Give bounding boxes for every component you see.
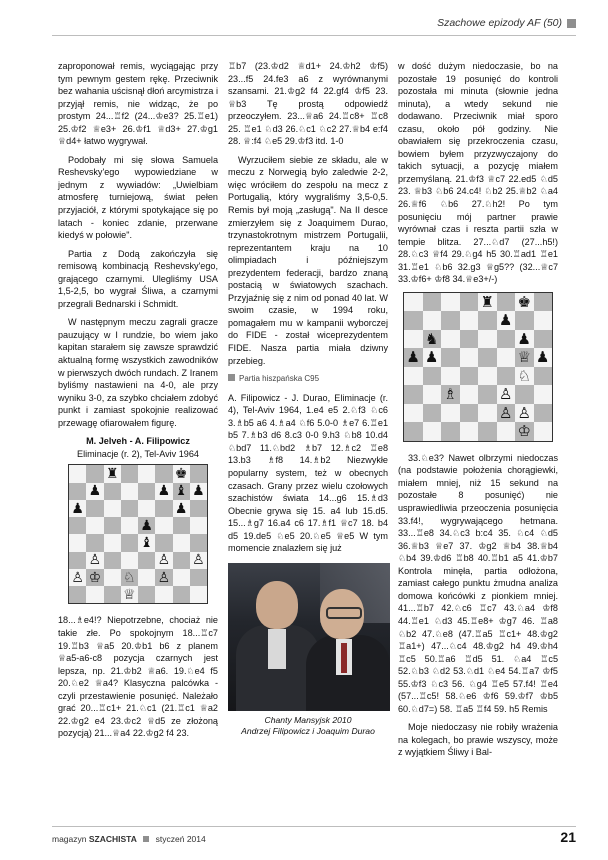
board-square [104, 517, 121, 534]
board-square [497, 348, 516, 367]
paragraph: ♖b7 (23.♔d2 ♕d1+ 24.♔h2 ♔f5) 23...f5 24.fe3 a6 z wyrównanymi szansami. 21.♔g2 f4 22.gf4 ♔f5 23. ♕b3 Tę prostą odpowiedź przeoczyłem. 23...♕a6 24.♖c8+ ♖c8 25. ♖e1 ♘d3 26.♘c1 ♘c2 27.♕b4 e:f4 28. ♕:f4 ♘e5 29.♔f3 itd. 1-0 [228, 61, 388, 147]
issue-date: styczeń 2014 [155, 834, 206, 844]
board-square [478, 404, 497, 423]
board-square: ♙ [515, 404, 534, 423]
board-square [86, 465, 103, 482]
paragraph: 18...♗e4!? Niepotrzebne, chociaż nie takie złe. Po spokojnym 18...♖c7 19.♖b3 ♕a5 20.♔b1 b6 z planem ♕a5-a6-c8 pozycja czarnych jest lepsza, np. 21.♔b2 ♕a6. 19.♘e4 f5 20.♘e2 ♕a4? Klasyczna palcówka - czyli przestawienie posunięć. Należało grać 20...♖c1+ 21.♘c1 (21.♖c1 ♕a2 22.♔g2 e4 23.♔c2 ♕d5 ze złożoną pozycją) 21...♕a4 22.♔g2 f4 23. [58, 615, 218, 739]
paragraph: zaproponował remis, wyciągając przy tym pewnym gestem rękę. Przeciwnik bez wahania uścisnął dłoń arcymistrza i przyjął remis, nie widząc, że po prostym 24...♖f2 (24...♔e3? 25.♖e1) 25.♔f2 ♕e3+ 26.♔f1 ♕d3+ 27.♔g1 ♕d4+ łatwo wygrywał. [58, 61, 218, 147]
board-square: ♚ [173, 465, 190, 482]
board-square [121, 483, 138, 500]
board-square [86, 534, 103, 551]
board-square [497, 330, 516, 349]
board-square [190, 465, 207, 482]
board-square [497, 367, 516, 386]
board-square [173, 534, 190, 551]
board-square [190, 534, 207, 551]
board-square [441, 422, 460, 441]
board-square [423, 293, 442, 312]
board-square: ♟ [69, 500, 86, 517]
board-square [190, 517, 207, 534]
chess-diagram-1 [68, 464, 208, 604]
board-square [155, 517, 172, 534]
board-square [497, 293, 516, 312]
board-square: ♜ [104, 465, 121, 482]
footer-rule [52, 826, 576, 827]
paragraph: Moje niedoczasy nie robiły wrażenia na kolegach, bo prawie wszyscy, może z wyjątkiem Śliwy i Bal- [398, 722, 558, 758]
header-rule [52, 35, 576, 36]
board-square [138, 465, 155, 482]
board-square [121, 465, 138, 482]
board-square [423, 404, 442, 423]
photo [228, 563, 390, 711]
board-square [534, 330, 553, 349]
board-square [460, 404, 479, 423]
section-label-text: Partia hiszpańska C95 [239, 374, 320, 384]
board-square: ♞ [423, 330, 442, 349]
board-square [423, 385, 442, 404]
board-square [155, 465, 172, 482]
board-square [478, 422, 497, 441]
board-square [460, 348, 479, 367]
board-square [460, 293, 479, 312]
board-square [423, 311, 442, 330]
board-square: ♟ [86, 483, 103, 500]
board-square [441, 293, 460, 312]
board-square [478, 385, 497, 404]
board-square [441, 330, 460, 349]
board-square: ♙ [155, 569, 172, 586]
board-square: ♙ [86, 552, 103, 569]
board-square [534, 311, 553, 330]
board-square: ♙ [190, 552, 207, 569]
photo-shirt [268, 629, 286, 669]
game-event: Eliminacje (r. 2), Tel-Aviv 1964 [77, 448, 199, 459]
photo-head-left [256, 581, 298, 629]
board-square [190, 586, 207, 603]
board-square [460, 385, 479, 404]
section-label [228, 373, 388, 386]
footer-square-icon [143, 836, 149, 842]
board-square [423, 367, 442, 386]
board-square: ♕ [121, 586, 138, 603]
board-square [86, 586, 103, 603]
board-square: ♝ [173, 483, 190, 500]
board-square: ♟ [173, 500, 190, 517]
board-square [69, 534, 86, 551]
board-square [104, 569, 121, 586]
photo-glasses [326, 607, 362, 619]
board-square [534, 367, 553, 386]
board-square [460, 367, 479, 386]
board-square [515, 311, 534, 330]
board-square [515, 385, 534, 404]
board-square [104, 483, 121, 500]
board-square [173, 552, 190, 569]
board-square [441, 311, 460, 330]
board-square [534, 293, 553, 312]
column-1 [58, 60, 218, 746]
board-square [155, 586, 172, 603]
board-square [104, 534, 121, 551]
board-square [121, 552, 138, 569]
board-square [190, 569, 207, 586]
board-square [460, 330, 479, 349]
board-square [173, 586, 190, 603]
paragraph: 33.♘e3? Nawet olbrzymi niedoczas (na podstawie położenia chorągiewki, miałem mniej, niż 15 sekund na pozostałe 8 posunięć) nie usprawiedliwia przeoczenia posunięcia 33.f4!, wygrywającego hetmana. 33...♖e8 34.♘c3 b:c4 35. ♘c4 ♘d5 36.♕b3 ♕e7 37. ♔g2 ♕b4 38.♕b4 ♘b4 39.♔d6 ♖b8 40.♖b1 a5 41.♔b7 Kontrola minęła, partia odłożona, zamiast całego punktu żmudna analiza domowa końcówki z pionkiem mniej. 41...♖b7 42.♘c6 ♖c7 43.♘a4 ♔f8 44.♖e1 ♘d3 45.♖e8+ ♔g7 46. ♖a8 ♘b2 47.♘e8 (47.♖a5 ♖c1+ 48.♔g2 ♖a1+) 47...♘c4 48.♔g2 h4 49.♔h4 ♖c5 50.♖a6 ♖d5 51. ♘a4 ♖c5 52.♘b3 ♘d2 53.♘d1 ♘e4 54.♖a7 ♔f5 55.♔f3 ♘c3 56. ♘g4 ♖e5 57.f4! ♖e4 (57...♖c5! 58.♘e6 ♔f6 59.♔f7 ♔b5 60.♘d7=) 58. ♖a5 ♖f4 59. h5 Remis [398, 452, 558, 714]
paragraph: A. Filipowicz - J. Durao, Eliminacje (r. 4), Tel-Aviv 1964, 1.e4 e5 2.♘f3 ♘c6 3.♗b5 a6 4.♗a4 ♘f6 5.0-0 ♗e7 6.♖e1 b5 7.♗b3 d6 8.c3 0-0 9.h3 ♘b8 10.d4 ♘bd7 11.♘bd2 ♗b7 12.♗c2 ♖e8 13.b3 ♗f8 14.♗b2 Niezwykłe popularny system, też w obecnych czasach. Grany przez wielu czołowych szachistów świata 14...g6 15.♗d3 Obecnie grywa się 15. a4 lub 15.d5. 15...♗g7 16.a4 c6 17.♗f1 ♕c7 18. b4 d5 19.de5 ♘e5 20.♘e5 ♕e5 W tym momencie znalazłem się już [228, 392, 388, 554]
board-square: ♟ [155, 483, 172, 500]
board-square [441, 348, 460, 367]
board-square [104, 552, 121, 569]
board-square [478, 348, 497, 367]
board-square [69, 465, 86, 482]
board-square: ♔ [86, 569, 103, 586]
board-square: ♙ [69, 569, 86, 586]
board-square [404, 311, 423, 330]
board-square: ♟ [534, 348, 553, 367]
board-square [404, 330, 423, 349]
board-square [478, 311, 497, 330]
caption-line-2: Andrzej Filipowicz i Joaquim Durao [241, 725, 375, 736]
paragraph: w dość dużym niedoczasie, bo na pozostałe 19 posunięć do kontroli pozostała mi minuta (słownie jedna minuta), a wtedy sekund nie dodawano. Przeciwnik miał sporo czasu, około pół godziny. Nie obawiałem się przekroczenia czasu, bowiem byłem przyzwyczajony do takich sytuacji, a pozycję miałem przemyślaną. 21.♔f3 ♕c7 22.ed5 ♘d5 23. ♕b3 ♘b6 24.c4! ♘b2 25.♕b2 ♘a4 26.♕f6 ♘b6 27.♘h2! Po tym posunięciu mój partner prawie wyrównał czas i reszta partii szła w tempie blitza. 27...♘d7 (27...h5!) 28.♘c3 ♕f4 29.♘g4 h5 30.♖ad1 ♖e1 31.♖e1 ♘b6 32.g3 ♕g5?? (32...♕c7 33.♔f6+ ♔f8 34.♕e3+/-) [398, 61, 558, 285]
board-square [423, 422, 442, 441]
board-square: ♟ [138, 517, 155, 534]
board-square [478, 367, 497, 386]
board-square [121, 500, 138, 517]
board-square [138, 500, 155, 517]
board-square [173, 517, 190, 534]
section-square-icon [228, 374, 235, 381]
board-square: ♟ [404, 348, 423, 367]
board-square [534, 404, 553, 423]
board-square [155, 500, 172, 517]
board-square [86, 517, 103, 534]
photo-caption [228, 715, 388, 737]
board-square [173, 569, 190, 586]
board-square [404, 404, 423, 423]
board-square: ♚ [515, 293, 534, 312]
board-square [534, 385, 553, 404]
board-square [190, 500, 207, 517]
board-square [104, 586, 121, 603]
header-square-icon [567, 19, 576, 28]
board-square [138, 569, 155, 586]
board-square [441, 367, 460, 386]
chess-diagram-2 [403, 292, 553, 442]
board-square: ♘ [515, 367, 534, 386]
column-3 [398, 60, 558, 765]
board-square: ♟ [423, 348, 442, 367]
board-square [404, 422, 423, 441]
board-square: ♟ [515, 330, 534, 349]
board-square [69, 517, 86, 534]
running-title: Szachowe epizody AF (50) [437, 17, 562, 29]
caption-line-1: Chanty Mansyjsk 2010 [264, 714, 352, 725]
page-footer [52, 826, 576, 848]
board-square [138, 483, 155, 500]
paragraph: Wyrzuciłem siebie ze składu, ale w meczu z Norwegią było zaledwie 2-2, więc wróciłem do zespołu na mecz z Portugalią, który wygraliśmy 3,5-0,5. Remis był moją „zasługą". Na II desce zmierzyłem się z Joaquimem Durao, trzynastokrotnym mistrzem Portugalii, reprezentantem kraju na 10 olimpiadach i późniejszym prezydentem federacji, bardzo znaną postacią w światowych szachach. Przyjaźnię się z nim od ponad 40 lat. W swoim czasie, w 1994 roku, pomagałem mu w kampanii wyborczej do FIDE - został wiceprezydentem FIDE. Nasza partia miała dziwny przebieg. [228, 154, 388, 366]
paragraph: W następnym meczu zagrali gracze pauzujący w I rundzie, bo wiem jako kapitan starałem się zawsze sprawdzić aktualną formę wszystkich zawodników w pierwszych dwóch rundach. Z Iranem byliśmy nastawieni na 4-0, ale przy wyniku 3-0, za szybko chciałem zdobyć punkt i zamiast spokojnie realizować przewagę ofiarowałem figurę. [58, 317, 218, 428]
photo-tie [341, 643, 347, 673]
board-square [69, 586, 86, 603]
board-square: ♙ [497, 404, 516, 423]
board-square [69, 552, 86, 569]
board-square: ♗ [441, 385, 460, 404]
board-square: ♟ [497, 311, 516, 330]
page-number: 21 [560, 829, 576, 845]
board-square [69, 483, 86, 500]
board-square [104, 500, 121, 517]
board-square: ♙ [155, 552, 172, 569]
board-square: ♔ [515, 422, 534, 441]
paragraph: Partia z Dodą zakończyła się remisową kombinacją Reshevsky'ego, grającego czarnymi. Ulegliśmy USA 1,5-2,5, bo wygrał Śliwa, a czarnymi przegrali Bednarski i Schmidt. [58, 248, 218, 309]
board-square [155, 534, 172, 551]
board-square [138, 552, 155, 569]
board-square: ♕ [515, 348, 534, 367]
board-square [121, 517, 138, 534]
board-square [497, 422, 516, 441]
board-square [121, 534, 138, 551]
page-header [0, 14, 608, 34]
board-square [534, 422, 553, 441]
magazine-prefix: magazyn [52, 834, 87, 844]
board-square [460, 422, 479, 441]
board-square: ♘ [121, 569, 138, 586]
board-square [86, 500, 103, 517]
board-square [478, 330, 497, 349]
board-square [138, 586, 155, 603]
board-square [460, 311, 479, 330]
column-2 [228, 60, 388, 745]
board-square [441, 404, 460, 423]
paragraph: Podobały mi się słowa Samuela Reshevsky'ego wypowiedziane w jednym z wywiadów: „Uwielbiam atmosferę turniejową, świat pełen przyjaciół, z którymi spotykające się po latach - koniec zdanie, przerwane kiedyś w połowie". [58, 154, 218, 241]
magazine-name: SZACHISTA [88, 834, 137, 844]
board-square: ♜ [478, 293, 497, 312]
board-square [404, 367, 423, 386]
board-square: ♙ [497, 385, 516, 404]
game-heading: M. Jelveh - A. Filipowicz [86, 436, 190, 447]
board-square: ♝ [138, 534, 155, 551]
footer-magazine [52, 834, 206, 844]
board-square [404, 385, 423, 404]
board-square: ♟ [190, 483, 207, 500]
board-square [404, 293, 423, 312]
